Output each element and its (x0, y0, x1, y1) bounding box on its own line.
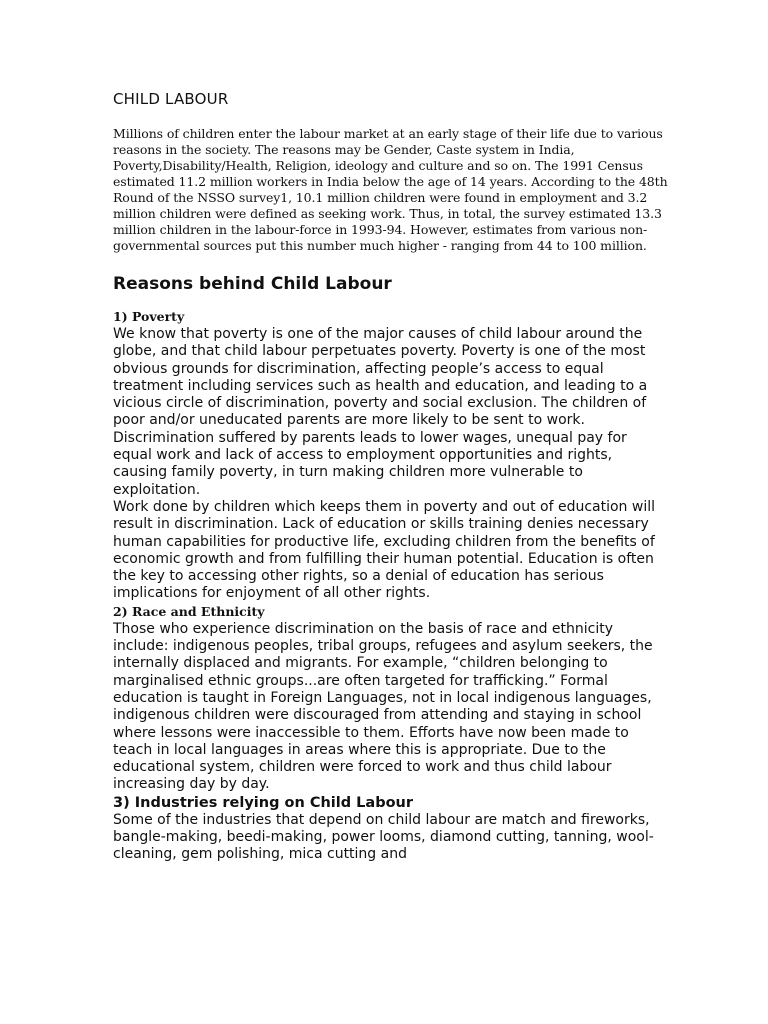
poverty-heading: 1) Poverty (113, 309, 185, 324)
race-ethnicity-paragraph: Those who experience discrimination on the basis of race and ethnicity include: indigenous peoples, tribal groups, refugees and asylum seekers, the internally displaced and migrants. For example, “children belonging to marginalised ethnic groups...are often targeted for trafficking.” Formal education is taught in Foreign Languages, not in local indigenous languages, indigenous children were discouraged from attending and staying in school where lessons were inaccessible to them. Efforts have now been made to teach in local languages in areas where this is appropriate. Due to the educational system, children were forced to work and thus child labour increasing day by day. (113, 620, 653, 793)
poverty-section (113, 308, 668, 603)
industries-section (113, 794, 668, 864)
intro-paragraph: Millions of children enter the labour market at an early stage of their life due to various reasons in the society. The reasons may be Gender, Caste system in India, Poverty,Disability/Health, Religion, ideology and culture and so on. The 1991 Census estimated 11.2 million workers in India below the age of 14 years. According to the 48th Round of the NSSO survey1, 10.1 million children were found in employment and 3.2 million children were defined as seeking work. Thus, in total, the survey estimated 13.3 million children in the labour-force in 1993-94. However, estimates from various non-governmental sources put this number much higher - ranging from 44 to 100 million. (113, 126, 668, 253)
race-ethnicity-section (113, 603, 668, 794)
industries-heading: 3) Industries relying on Child Labour (113, 794, 414, 811)
industries-paragraph: Some of the industries that depend on child labour are match and fireworks, bangle-making, beedi-making, power looms, diamond cutting, tanning, wool-cleaning, gem polishing, mica cutting and (113, 811, 654, 863)
reasons-heading: Reasons behind Child Labour (113, 274, 392, 294)
race-ethnicity-heading: 2) Race and Ethnicity (113, 603, 265, 619)
poverty-paragraph-1: We know that poverty is one of the major causes of child labour around the globe, and that child labour perpetuates poverty. Poverty is one of the most obvious grounds for discrimination, affecting people’s access to equal treatment including services such as health and education, and leading to a vicious circle of discrimination, poverty and social exclusion. The children of poor and/or uneducated parents are more likely to be sent to work. Discrimination suffered by parents leads to lower wages, unequal pay for equal work and lack of access to employment opportunities and rights, causing family poverty, in turn making children more vulnerable to exploitation. (113, 326, 648, 498)
document-title: CHILD LABOUR (113, 90, 229, 108)
poverty-paragraph-2: Work done by children which keeps them in poverty and out of education will result in discrimination. Lack of education or skills training denies necessary human capabilities for productive life, excluding children from the benefits of economic growth and from fulfilling their human potential. Education is often the key to accessing other rights, so a denial of education has serious implications for enjoyment of all other rights. (113, 498, 655, 602)
